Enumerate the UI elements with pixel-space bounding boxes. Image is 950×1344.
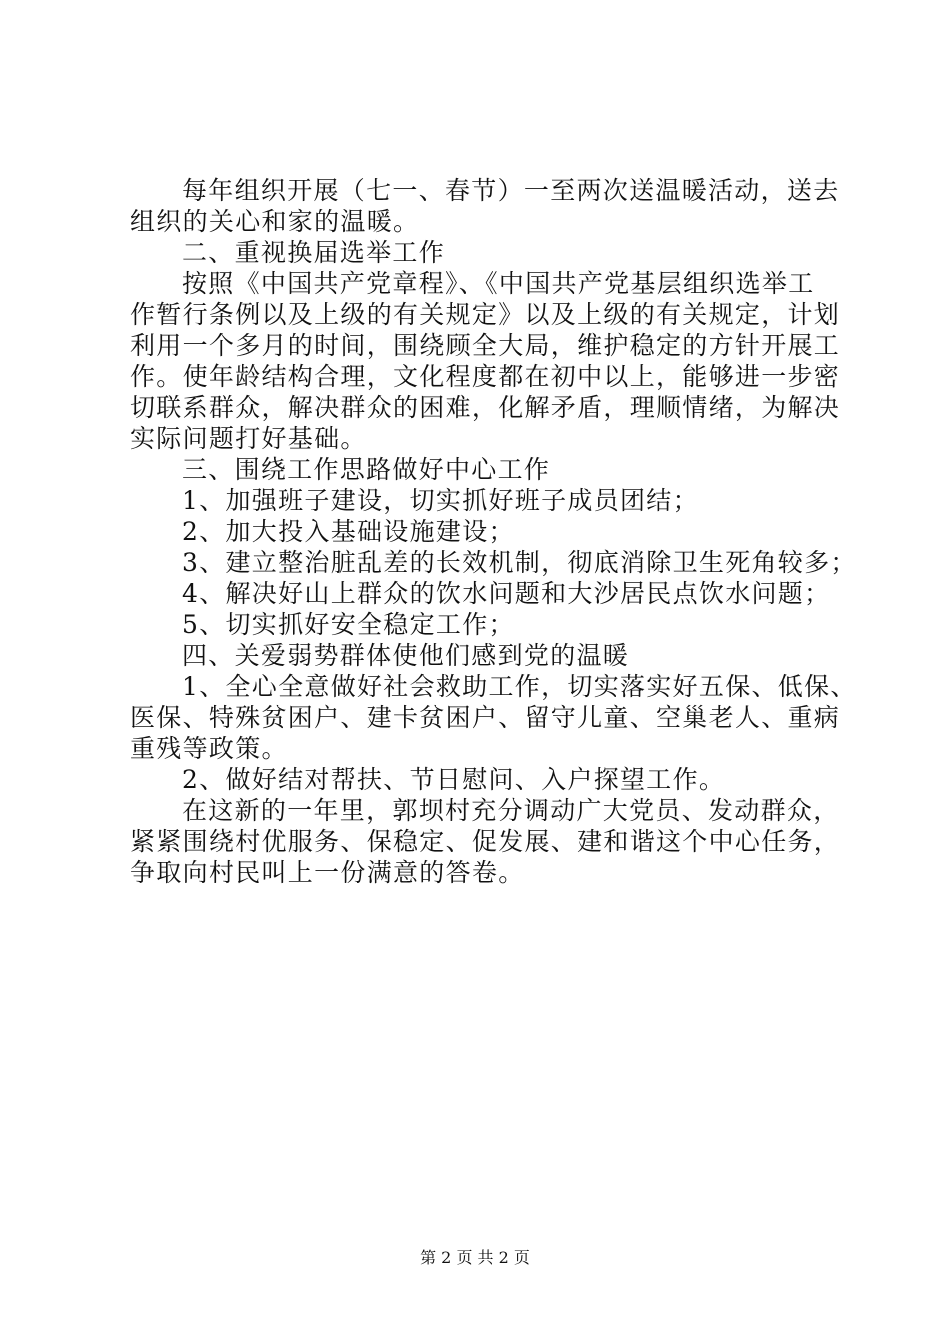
list-item: 1、全心全意做好社会救助工作，切实落实好五保、低保、	[182, 672, 857, 701]
text-line: 在这新的一年里，郭坝村充分调动广大党员、发动群众，	[182, 796, 840, 825]
text-line: 按照《中国共产党章程》、《中国共产党基层组织选举工	[182, 269, 815, 298]
list-item: 2、加大投入基础设施建设；	[182, 517, 515, 546]
section-heading: 三、围绕工作思路做好中心工作	[182, 455, 551, 484]
section-heading: 二、重视换届选举工作	[182, 238, 446, 267]
list-item: 5、切实抓好安全稳定工作；	[182, 610, 515, 639]
document-body	[130, 175, 857, 888]
text-line: 切联系群众，解决群众的困难，化解矛盾，理顺情绪，为解决	[130, 393, 841, 422]
list-item: 4、解决好山上群众的饮水问题和大沙居民点饮水问题；	[182, 579, 831, 608]
text-line: 利用一个多月的时间，围绕顾全大局，维护稳定的方针开展工	[130, 331, 841, 360]
section-heading: 四、关爱弱势群体使他们感到党的温暖	[182, 641, 630, 670]
text-line: 紧紧围绕村优服务、保稳定、促发展、建和谐这个中心任务，	[130, 827, 841, 856]
text-line: 作。使年龄结构合理，文化程度都在初中以上，能够进一步密	[130, 362, 841, 391]
text-line: 重残等政策。	[130, 734, 288, 763]
list-item: 1、加强班子建设，切实抓好班子成员团结；	[182, 486, 699, 515]
text-line: 每年组织开展（七一、春节）一至两次送温暖活动，送去	[182, 176, 840, 205]
text-line: 医保、特殊贫困户、建卡贫困户、留守儿童、空巢老人、重病	[130, 703, 841, 732]
text-line: 实际问题打好基础。	[130, 424, 367, 453]
text-line: 组织的关心和家的温暖。	[130, 207, 420, 236]
page-number: 第 2 页 共 2 页	[420, 1248, 530, 1267]
text-line: 作暂行条例以及上级的有关规定》以及上级的有关规定，计划	[130, 300, 841, 329]
page-footer	[0, 1245, 950, 1268]
list-item: 3、建立整治脏乱差的长效机制，彻底消除卫生死角较多；	[182, 548, 857, 577]
text-line: 争取向村民叫上一份满意的答卷。	[130, 858, 525, 887]
list-item: 2、做好结对帮扶、节日慰问、入户探望工作。	[182, 765, 726, 794]
